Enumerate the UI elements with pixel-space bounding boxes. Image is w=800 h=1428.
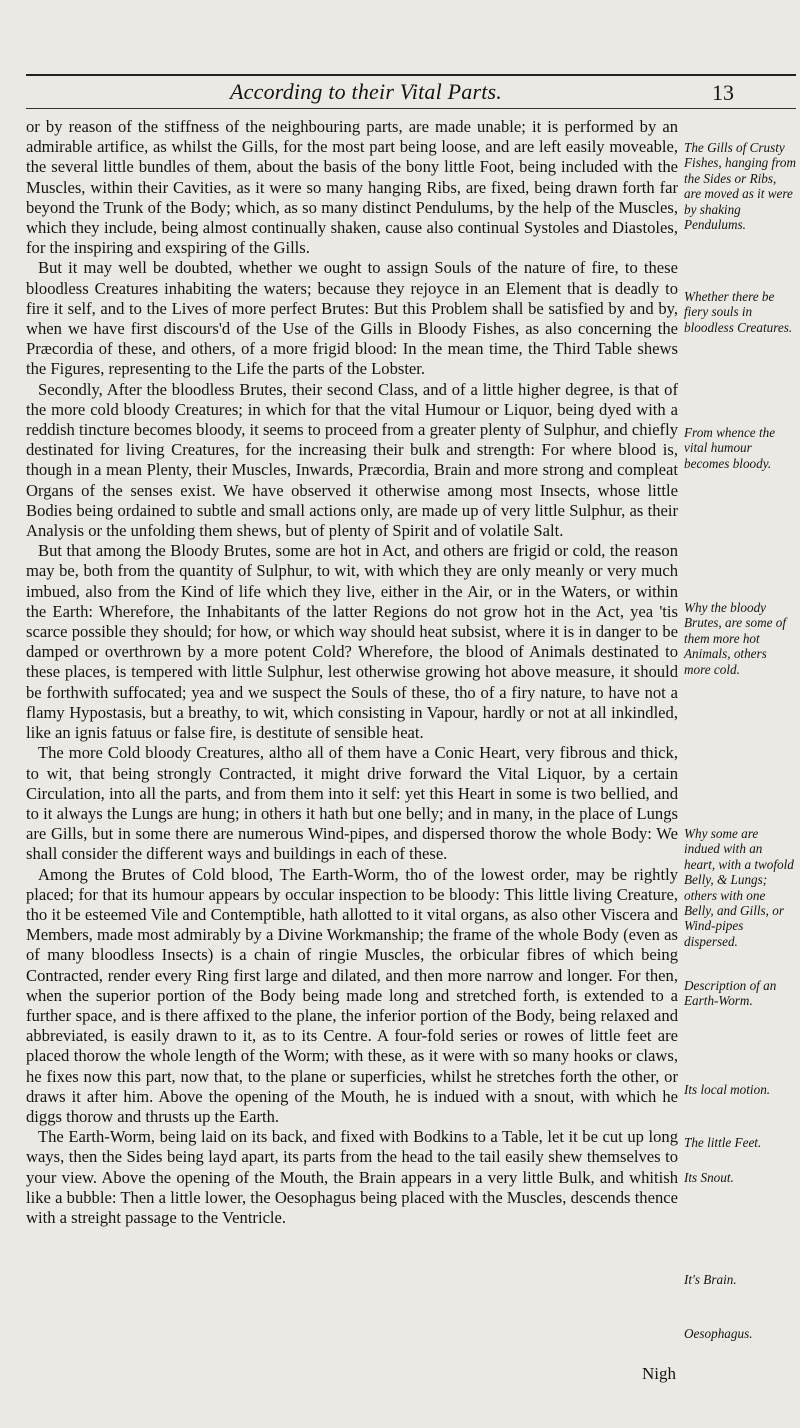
margin-note-oesophagus: Oesophagus. xyxy=(684,1326,753,1341)
margin-note-little-feet: The little Feet. xyxy=(684,1135,762,1150)
paragraph: But that among the Bloody Brutes, some are hot in Act, and others are frigid or cold, the reason may be, both from the quantity of Sulphur, to wit, with which they are only meanly or very much imbued, also from the Kind of life which they live, either in the Air, or in the Waters, or within the Earth: Wherefore, the Inhabitants of the latter Regions do not grow hot in the Act, yea 'tis scarce possible they should; for how, or which way should heat subsist, where it is in danger to be damped or overthrown by a more potent Cold? Wherefore, the blood of Animals destinated to these places, is tempered with little Sulphur, lest otherwise growing hot above measure, it should be forthwith suffocated; yea and we suspect the Souls of these, tho of a firy nature, to have not a flamy Hypostasis, but a breathy, to wit, which consisting in Vapour, hardly or not at all inkindled, like an ignis fatuus or false fire, is destitute of sensible heat. xyxy=(26,541,678,743)
paragraph: But it may well be doubted, whether we ought to assign Souls of the nature of fire, to these bloodless Creatures inhabiting the waters; because they rejoyce in an Element that is deadly to fire it self, and to the Lives of more perfect Brutes: But this Problem shall be satisfied by and by, when we have first discours'd of the Use of the Gills in Bloody Fishes, as also concerning the Præcordia of these, and others, of a more frigid blood: In the mean time, the Third Table shews the Figures, representing to the Life the parts of the Lobster. xyxy=(26,258,678,379)
margin-note-gills: The Gills of Crusty Fishes, hanging from the Sides or Ribs, are moved as it were by shaking Pendulums. xyxy=(684,140,796,233)
margin-note-fiery-souls: Whether there be fiery souls in bloodless Creatures. xyxy=(684,289,793,335)
catchword: Nigh xyxy=(642,1364,676,1383)
paragraph: The Earth-Worm, being laid on its back, and fixed with Bodkins to a Table, let it be cut up long ways, then the Sides being layd apart, its parts from the head to the tail easily shew themselves to your view. Above the opening of the Mouth, the Brain appears in a very little Bulk, and whitish like a bubble: Then a little lower, the Oesophagus being placed with the Muscles, descends thence with a streight passage to the Ventricle. xyxy=(26,1127,678,1227)
header-bottom-rule xyxy=(26,108,796,109)
margin-note-heart-lungs: Why some are indued with an heart, with a twofold Belly, & Lungs; others with one Belly, and Gills, or Wind-pipes dispersed. xyxy=(684,826,794,949)
margin-note-local-motion: Its local motion. xyxy=(684,1082,771,1097)
paragraph: Among the Brutes of Cold blood, The Earth-Worm, tho of the lowest order, may be rightly placed; for that its humour appears by occular inspection to be bloody: This little living Creature, tho it be esteemed Vile and Contemptible, hath allotted to it vital organs, as also other Viscera and Members, made most admirably by a Divine Workmanship; the frame of the whole Body (even as of many bloodless Insects) is a chain of ringie Muscles, the orbicular fibres of which being Contracted, render every Ring first large and dilated, and then more narrow and longer. For then, when the superior portion of the Body being made long and stretched forth, is extended to a further space, and is there affixed to the plane, the inferior portion of the Body, being relaxed and abbreviated, is easily drawn to it, as to its Centre. A four-fold series or rowes of little feet are placed thorow the whole length of the Worm; with these, as it were with so many hooks or claws, he fixes now this part, now that, to the plane or superficies, whilst he stretches forth the other, or draws it after him. Above the opening of the Mouth, he is indued with a snout, with which he diggs thorow and thrusts up the Earth. xyxy=(26,864,678,1126)
paragraph: The more Cold bloody Creatures, altho all of them have a Conic Heart, very fibrous and thick, to wit, that being strongly Contracted, it might drive forward the Vital Liquor, by a certain Circulation, into all the parts, and from them into it self: yet this Heart in some is two bellied, and to it always the Lungs are hung; in others it hath but one belly; and in many, in the place of Lungs are Gills, but in some there are numerous Wind-pipes, and dispersed thorow the whole Body: We shall consider the different ways and buildings in each of these. xyxy=(26,743,678,864)
paragraph: Secondly, After the bloodless Brutes, their second Class, and of a little higher degree, is that of the more cold bloody Creatures; in which for that the vital Humour or Liquor, being dyed with a reddish tincture becomes bloody, it seems to proceed from a greater plenty of Sulphur, and chiefly destinated for living Creatures, for the increasing their bulk and strength: For where blood is, though in a mean Plenty, their Muscles, Inwards, Præcordia, Brain and more strong and compleat Organs of the senses exist. We have observed it otherwise among most Insects, whose little Bodies being ordained to subtle and small actions only, are made up of very little Sulphur, as their Analysis or the unfolding them shews, but of plenty of Spirit and of volatile Salt. xyxy=(26,379,678,541)
paragraph: or by reason of the stiffness of the neighbouring parts, are made unable; it is performed by an admirable artifice, as whilst the Gills, for the most part being loose, and are left easily moveable, the several little bundles of them, about the basis of the bony little Foot, being included with the Muscles, within their Cavities, as it were so many hanging Ribs, are fixed, being drawn forth far beyond the Trunk of the Body; which, as so many distinct Pendulums, by the help of the Muscles, which they include, being almost continually shaken, cause also continual Systoles and Diastoles, for the inspiring and exspiring of the Gills. xyxy=(26,117,678,258)
margin-note-snout: Its Snout. xyxy=(684,1170,734,1185)
margin-note-bloody-humour: From whence the vital humour becomes bloody. xyxy=(684,425,776,471)
margin-note-brain: It's Brain. xyxy=(684,1272,737,1287)
margin-note-hot-cold: Why the bloody Brutes, are some of them more hot Animals, others more cold. xyxy=(684,600,787,677)
body-text xyxy=(26,117,678,1228)
page-number: 13 xyxy=(712,80,734,105)
running-head: According to their Vital Parts. xyxy=(230,79,503,104)
margin-note-earth-worm: Description of an Earth-Worm. xyxy=(684,978,777,1009)
header-top-rule xyxy=(26,74,796,76)
